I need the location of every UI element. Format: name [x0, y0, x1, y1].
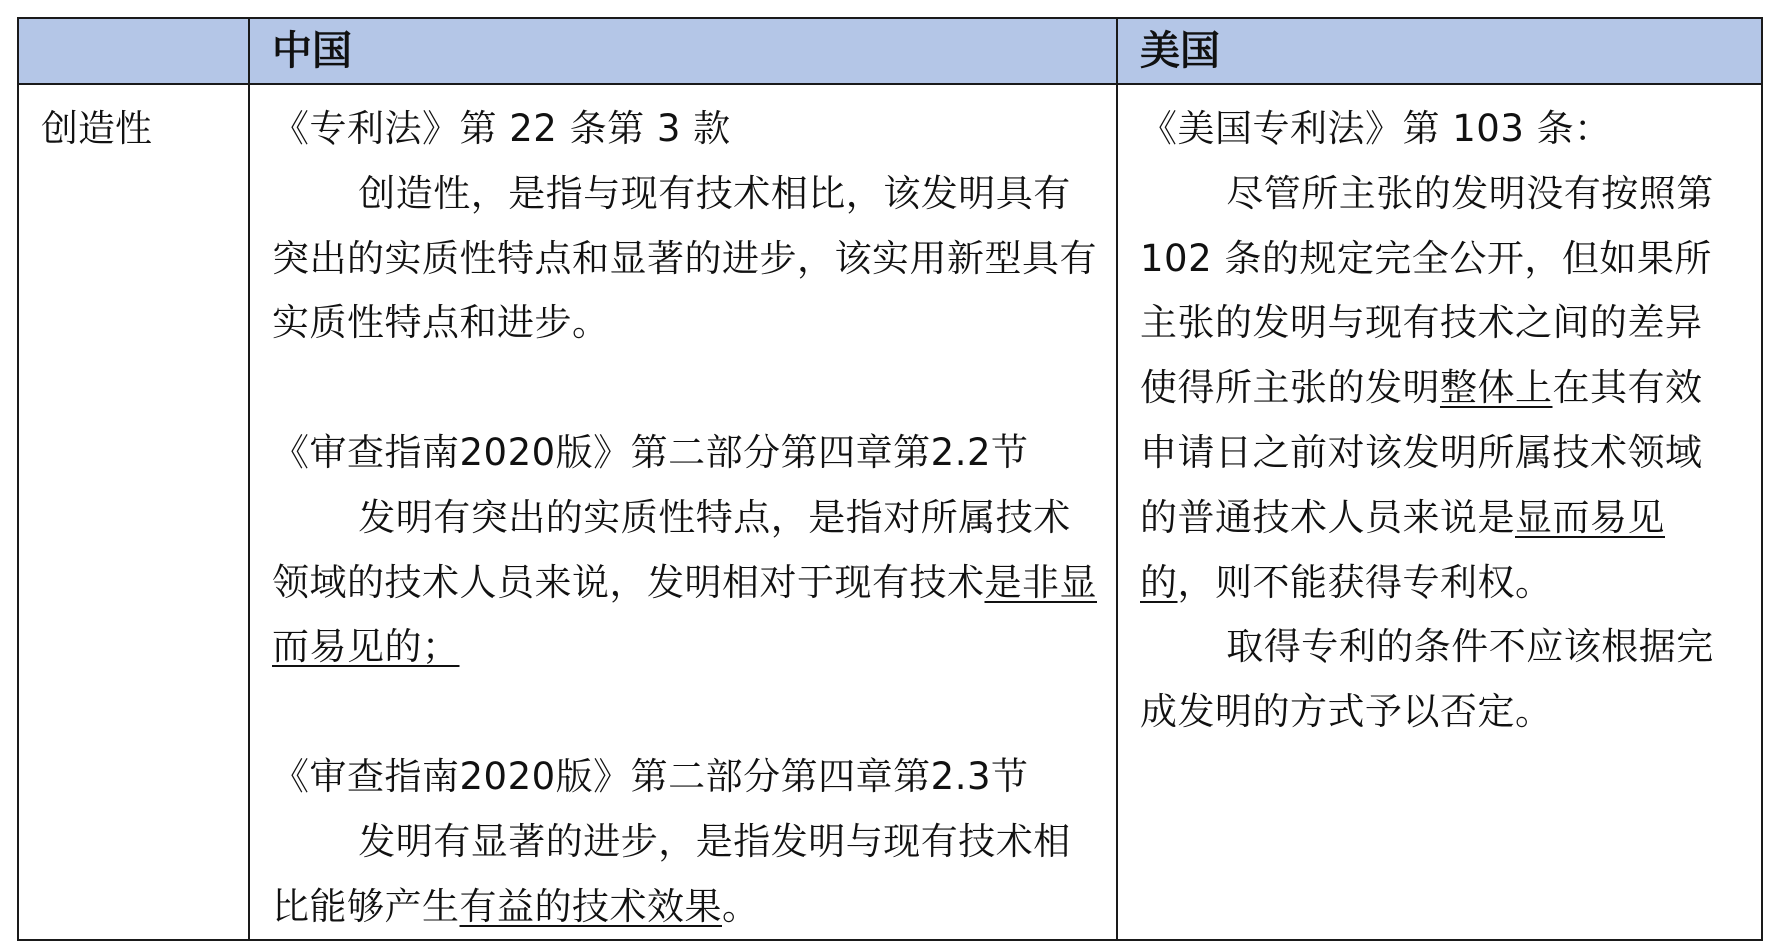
china-guide1-text — [272, 486, 1098, 680]
usa-p1-c: ，则不能获得专利权。 — [1177, 560, 1553, 604]
header-empty — [18, 18, 249, 84]
header-usa: 美国 — [1117, 18, 1762, 84]
header-china: 中国 — [249, 18, 1117, 84]
usa-p1-underlined-1: 整体上 — [1440, 366, 1553, 410]
usa-p1-b: 在其有效申请日之前对该发明所属技术领域的普通技术人员来说是 — [1140, 366, 1703, 539]
china-guide1-title: 《审查指南2020版》第二部分第四章第2.2节 — [272, 430, 1029, 474]
china-law-title: 《专利法》第 22 条第 3 款 — [272, 107, 731, 150]
usa-p1-underlined-2: 显而易见的 — [1140, 495, 1665, 604]
usa-law-title: 《美国专利法》第 103 条： — [1140, 107, 1612, 150]
china-cell — [249, 84, 1117, 940]
usa-paragraph-2: 取得专利的条件不应该根据完成发明的方式予以否定。 — [1140, 625, 1714, 734]
table-row — [18, 84, 1762, 940]
comparison-table — [17, 17, 1763, 941]
usa-cell — [1117, 84, 1762, 940]
china-guide2-text-a: 发明有显著的进步，是指发明与现有技术相比能够产生 — [272, 819, 1071, 928]
china-guide2-text — [272, 810, 1098, 940]
china-guide1-text-a: 发明有突出的实质性特点，是指对所属技术领域的技术人员来说，发明相对于现有技术 — [272, 495, 1071, 604]
china-guide2-text-underlined: 有益的技术效果 — [459, 884, 722, 928]
china-law-text: 创造性，是指与现有技术相比，该发明具有突出的实质性特点和显著的进步，该实用新型具有实质性特点和进步。 — [272, 171, 1097, 345]
china-guide1-text-underlined: 是非显而易见的； — [272, 560, 1097, 669]
china-guide2-title: 《审查指南2020版》第二部分第四章第2.3节 — [272, 754, 1029, 798]
header-row — [18, 18, 1762, 84]
china-guide2-text-b: 。 — [722, 884, 760, 928]
usa-p1-a: 尽管所主张的发明没有按照第 102 条的规定完全公开，但如果所主张的发明与现有技术之间的差异使得所主张的发明 — [1140, 171, 1714, 410]
spacer — [272, 680, 1098, 745]
usa-paragraph-1 — [1140, 162, 1737, 616]
spacer — [272, 356, 1098, 421]
row-label-inventiveness: 创造性 — [18, 84, 249, 940]
